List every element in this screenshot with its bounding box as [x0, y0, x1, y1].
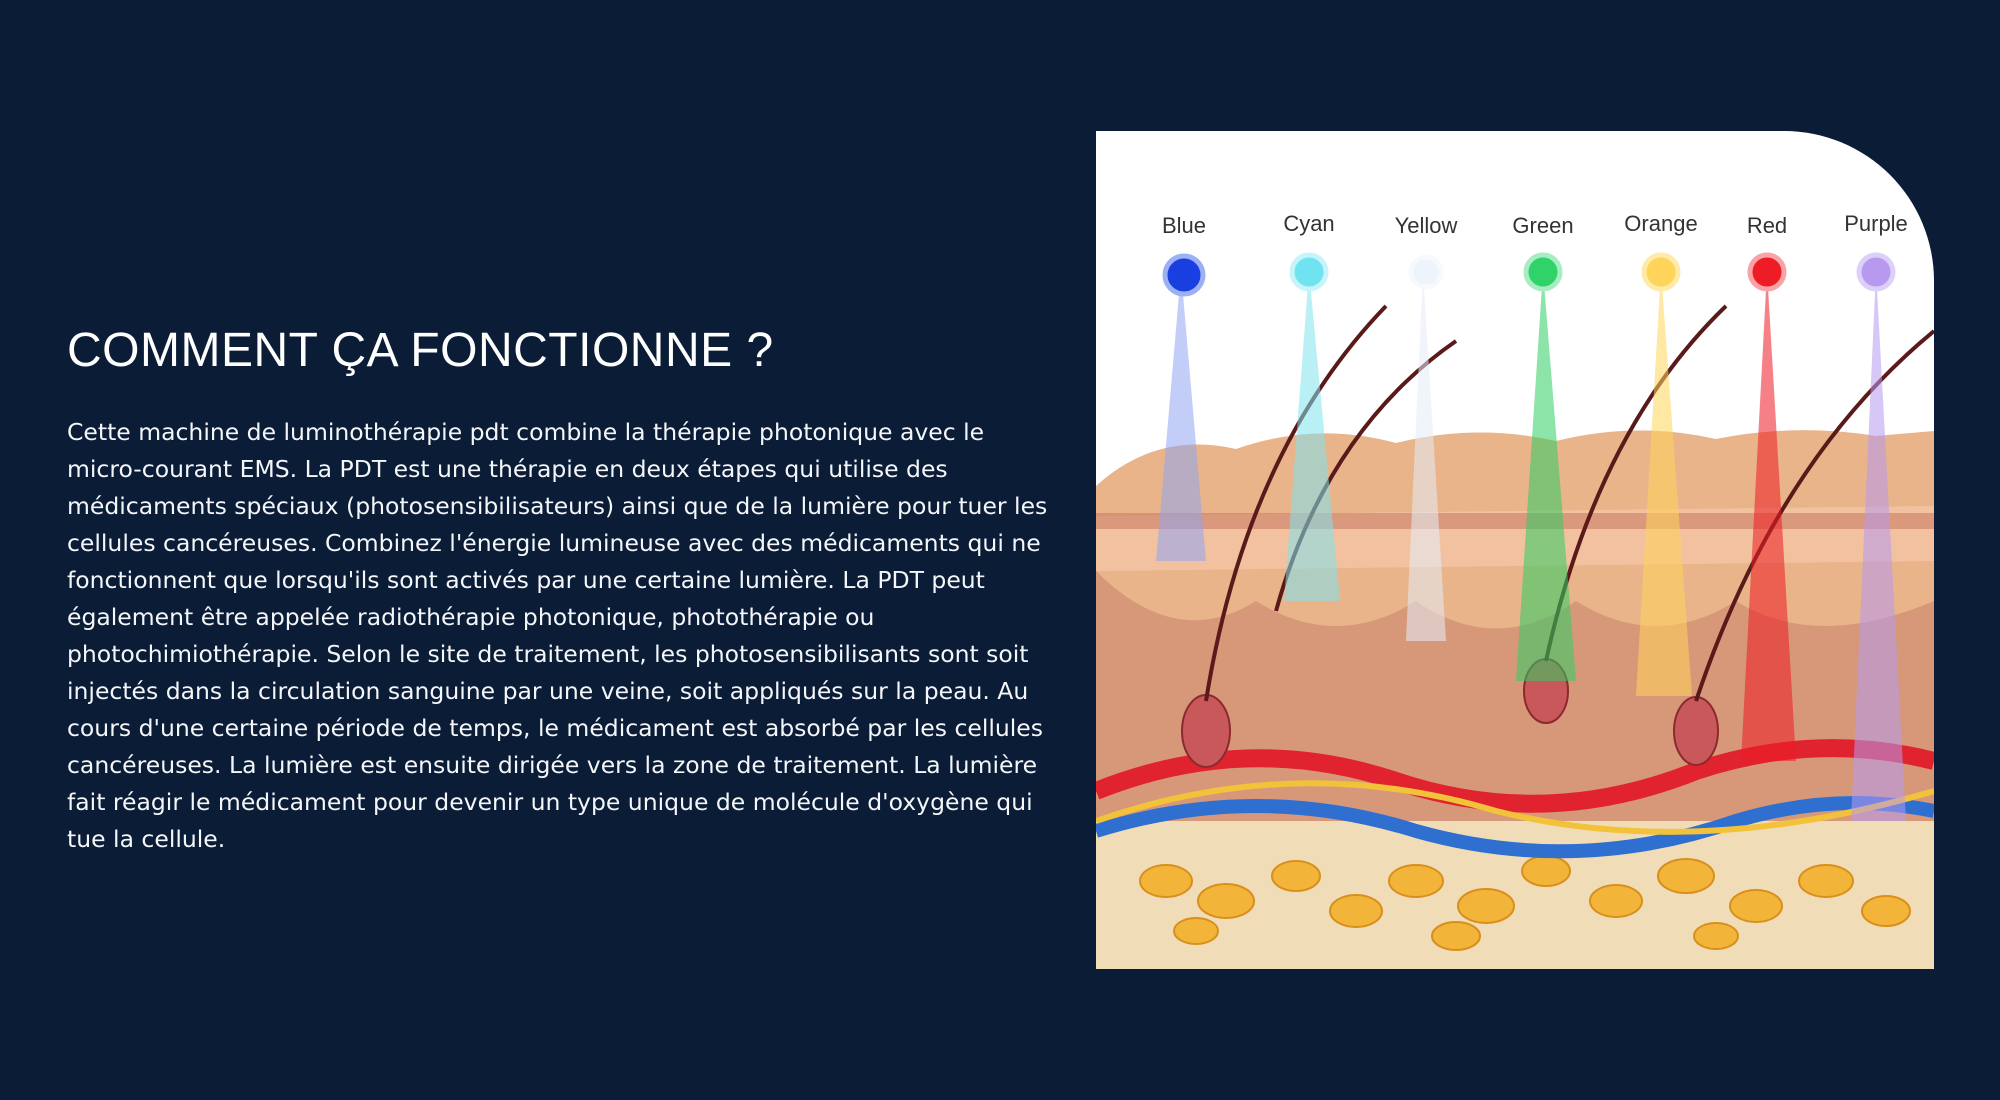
light-label-purple: Purple: [1844, 211, 1908, 236]
skin-diagram: [1096, 131, 1934, 969]
light-label-cyan: Cyan: [1283, 211, 1335, 236]
light-label-orange: Orange: [1624, 211, 1698, 236]
light-label-red: Red: [1746, 213, 1788, 238]
section-body: Cette machine de luminothérapie pdt combine la thérapie photonique avec le micro-courant EMS. La PDT est une thérapie en deux étapes qui utilise des médicaments spéciaux (photosensibilisateurs) ainsi que de la lumière pour tuer les cellules cancéreuses. Combinez l'énergie lumineuse avec des médicaments qui ne fonctionnent que lorsqu'ils sont activés par une certaine lumière. La PDT peut également être appelée radiothérapie photonique, photothérapie ou photochimiothérapie. Selon le site de traitement, les photosensibilisants sont soit injectés dans la circulation sanguine par une veine, soit appliqués sur la peau. Au cours d'une certaine période de temps, le médicament est absorbé par les cellules cancéreuses. La lumière est ensuite dirigée vers la zone de traitement. La lumière fait réagir le médicament pour devenir un type unique de molécule d'oxygène qui tue la cellule.: [67, 418, 1048, 853]
light-label-yellow: Yellow: [1394, 213, 1458, 238]
section-title: COMMENT ÇA FONCTIONNE ?: [67, 324, 774, 377]
skin-light-therapy-illustration: [1096, 131, 1934, 969]
light-label-green: Green: [1512, 213, 1574, 238]
light-label-blue: Blue: [1161, 213, 1207, 238]
light-emitters: [1165, 255, 1893, 294]
text-column: [67, 322, 1057, 858]
